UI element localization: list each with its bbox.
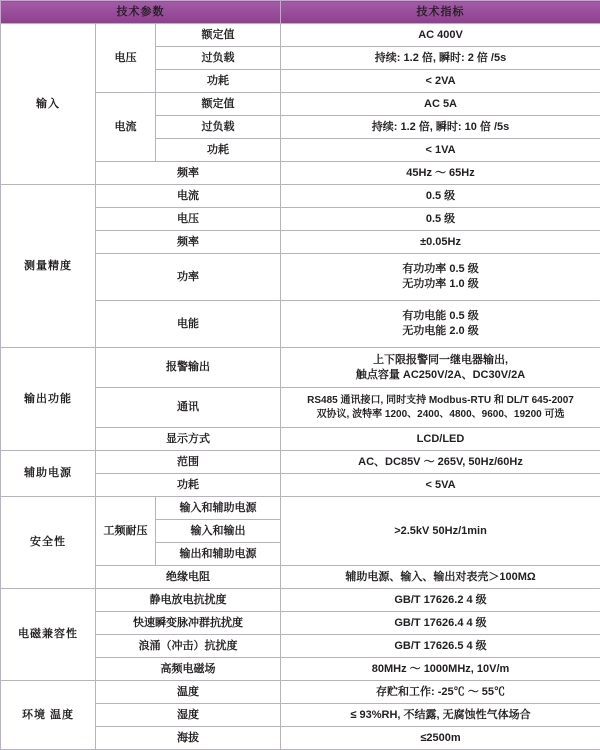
subgroup-label-current: 电流 [96, 93, 156, 162]
row-label: 浪涌（冲击）抗扰度 [96, 635, 281, 658]
row-value: AC 5A [281, 93, 600, 116]
row-label: 功耗 [156, 70, 281, 93]
row-label: 快速瞬变脉冲群抗扰度 [96, 612, 281, 635]
row-label: 过负载 [156, 47, 281, 70]
value-line: 无功功率 1.0 级 [281, 277, 600, 292]
group-label-line: 温度 [50, 709, 74, 721]
row-value: 45Hz ～ 65Hz [281, 162, 600, 185]
row-label: 高频电磁场 [96, 658, 281, 681]
row-value: ≤2500m [281, 727, 600, 750]
row-value: GB/T 17626.5 4 级 [281, 635, 600, 658]
group-label-line: 环境 [22, 709, 46, 721]
row-label: 湿度 [96, 704, 281, 727]
table-row [1, 681, 600, 704]
row-value: 存贮和工作: -25℃ ～ 55℃ [281, 681, 600, 704]
row-label: 输入和辅助电源 [156, 497, 281, 520]
value-line: RS485 通讯接口, 同时支持 Modbus-RTU 和 DL/T 645-2007 [281, 394, 600, 408]
row-value [281, 301, 600, 348]
row-value: 0.5 级 [281, 208, 600, 231]
row-value: ≤ 93%RH, 不结露, 无腐蚀性气体场合 [281, 704, 600, 727]
row-value: < 1VA [281, 139, 600, 162]
value-line: 双协议, 波特率 1200、2400、4800、9600、19200 可选 [281, 408, 600, 422]
row-value: AC 400V [281, 24, 600, 47]
value-line: 无功电能 2.0 级 [281, 324, 600, 339]
row-label: 频率 [96, 162, 281, 185]
row-value: AC、DC85V ～ 265V, 50Hz/60Hz [281, 451, 600, 474]
row-value: 持续: 1.2 倍, 瞬时: 2 倍 /5s [281, 47, 600, 70]
row-value: < 2VA [281, 70, 600, 93]
table-header [1, 1, 600, 24]
row-value [281, 348, 600, 388]
row-label: 过负载 [156, 116, 281, 139]
row-value: GB/T 17626.4 4 级 [281, 612, 600, 635]
row-value: 辅助电源、输入、输出对表壳＞100MΩ [281, 566, 600, 589]
table-row [1, 348, 600, 388]
table-row [1, 185, 600, 208]
value-line: 有功电能 0.5 级 [281, 309, 600, 324]
row-label: 频率 [96, 231, 281, 254]
row-label: 电流 [96, 185, 281, 208]
row-value [281, 254, 600, 301]
row-label: 输入和输出 [156, 520, 281, 543]
subgroup-label-voltage: 电压 [96, 24, 156, 93]
group-label-measurement-accuracy: 测量精度 [1, 185, 96, 348]
row-value: 持续: 1.2 倍, 瞬时: 10 倍 /5s [281, 116, 600, 139]
row-label: 功耗 [156, 139, 281, 162]
header-technical-spec: 技术指标 [281, 1, 600, 24]
row-value: < 5VA [281, 474, 600, 497]
row-value: 0.5 级 [281, 185, 600, 208]
value-line: 上下限报警同一继电器输出, [281, 353, 600, 368]
row-value: LCD/LED [281, 428, 600, 451]
header-technical-parameter: 技术参数 [1, 1, 281, 24]
subgroup-label-power-frequency-withstand: 工频耐压 [96, 497, 156, 566]
row-value [281, 388, 600, 428]
group-label-environment-temperature [1, 681, 96, 750]
row-value: >2.5kV 50Hz/1min [281, 497, 600, 566]
group-label-safety: 安全性 [1, 497, 96, 589]
table-row [1, 24, 600, 47]
row-label: 电能 [96, 301, 281, 348]
row-label: 额定值 [156, 24, 281, 47]
value-line: 有功功率 0.5 级 [281, 262, 600, 277]
group-label-output-function: 输出功能 [1, 348, 96, 451]
row-label: 温度 [96, 681, 281, 704]
row-value: 80MHz ～ 1000MHz, 10V/m [281, 658, 600, 681]
value-line: 触点容量 AC250V/2A、DC30V/2A [281, 368, 600, 383]
row-label: 范围 [96, 451, 281, 474]
group-label-input: 输入 [1, 24, 96, 185]
row-value: GB/T 17626.2 4 级 [281, 589, 600, 612]
table-row [1, 451, 600, 474]
table-row [1, 589, 600, 612]
row-label: 输出和辅助电源 [156, 543, 281, 566]
row-label: 功率 [96, 254, 281, 301]
row-label: 绝缘电阻 [96, 566, 281, 589]
group-label-auxiliary-power: 辅助电源 [1, 451, 96, 497]
row-label: 通讯 [96, 388, 281, 428]
table-row [1, 497, 600, 520]
row-label: 额定值 [156, 93, 281, 116]
row-value: ±0.05Hz [281, 231, 600, 254]
row-label: 电压 [96, 208, 281, 231]
group-label-emc: 电磁兼容性 [1, 589, 96, 681]
row-label: 报警输出 [96, 348, 281, 388]
row-label: 海拔 [96, 727, 281, 750]
row-label: 功耗 [96, 474, 281, 497]
row-label: 静电放电抗扰度 [96, 589, 281, 612]
row-label: 显示方式 [96, 428, 281, 451]
